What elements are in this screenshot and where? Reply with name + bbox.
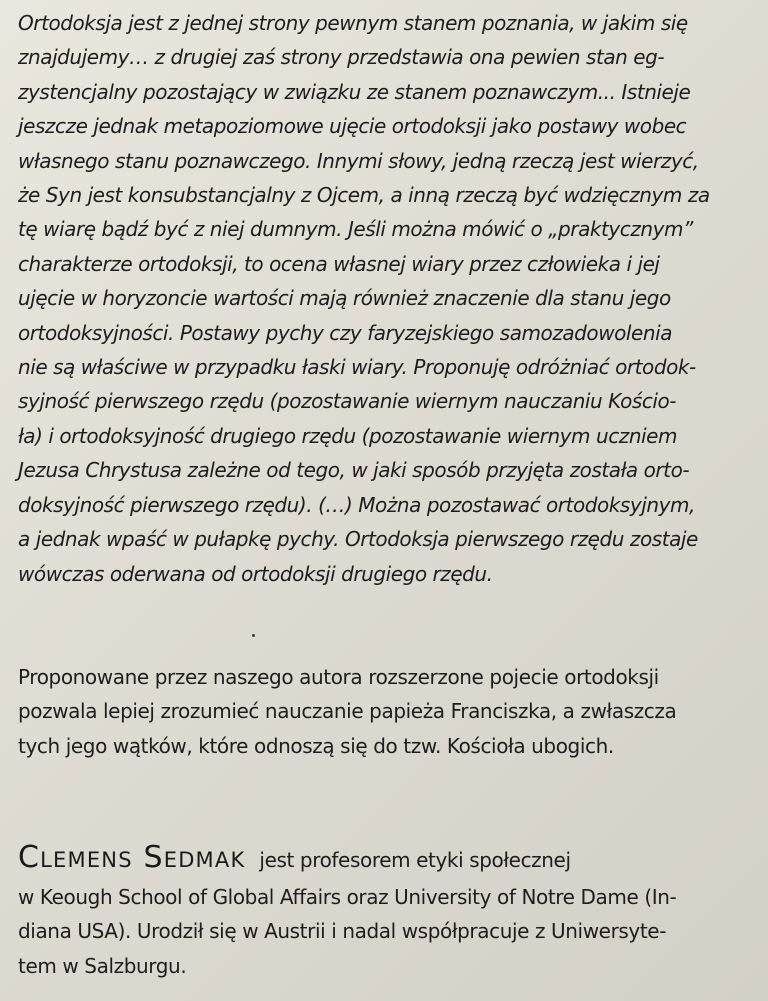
author-name: Clemens Sedmak — [18, 840, 246, 875]
quote-line: wówczas oderwana od ortodoksji drugiego rzędu. — [18, 561, 493, 586]
paragraph-line: Proponowane przez naszego autora rozszerzone pojecie ortodoksji — [18, 665, 659, 689]
page — [18, 6, 748, 978]
paragraph-line: tych jego wątków, które odnoszą się do tzw. Kościoła ubogich. — [18, 733, 614, 758]
quote-line: ortodoksyjności. Postawy pychy czy faryzejskiego samozadowolenia — [18, 320, 673, 345]
quote-line: że Syn jest konsubstancjalny z Ojcem, a inną rzeczą być wdzięcznym za — [18, 183, 710, 208]
quote-line: charakterze ortodoksji, to ocena własnej wiary przez człowieka i jej — [18, 251, 660, 276]
bio-first-line — [18, 838, 676, 880]
bio-first-line-text: jest profesorem etyki społecznej — [259, 848, 571, 872]
quote-line: a jednak wpaść w pułapkę pychy. Ortodoksja pierwszego rzędu zostaje — [18, 527, 698, 552]
quote-line: doksyjność pierwszego rzędu). (…) Można pozostawać ortodoksyjnym, — [18, 492, 695, 517]
quote-line: Ortodoksja jest z jednej strony pewnym stanem poznania, w jakim się — [18, 11, 688, 35]
bio-line: diana USA). Urodził się w Austrii i nadal współpracuje z Uniwersyte- — [18, 919, 667, 944]
bio-line: tem w Salzburgu. — [18, 953, 187, 978]
quote-line: tę wiarę bądź być z niej dumnym. Jeśli można mówić o „praktycznym” — [18, 217, 693, 242]
quote-line: znajdujemy… z drugiej zaś strony przedstawia ona pewien stan eg- — [18, 45, 665, 70]
quote-line: Jezusa Chrystusa zależne od tego, w jaki sposób przyjęta została orto- — [18, 458, 690, 483]
body-paragraph — [18, 660, 676, 763]
paragraph-line: pozwala lepiej zrozumieć nauczanie papieża Franciszka, a zwłaszcza — [18, 699, 677, 724]
quote-line: zystencjalny pozostający w związku ze stanem poznawczym... Istnieje — [18, 79, 691, 104]
quote-block — [18, 6, 748, 591]
quote-line: nie są właściwe w przypadku łaski wiary. Proponuję odróżniać ortodok- — [18, 355, 696, 380]
stray-dot — [252, 634, 255, 637]
author-bio — [18, 838, 676, 983]
quote-line: ujęcie w horyzoncie wartości mają również znaczenie dla stanu jego — [18, 286, 671, 311]
bio-line: w Keough School of Global Affairs oraz University of Notre Dame (In- — [18, 885, 677, 909]
quote-line: ła) i ortodoksyjność drugiego rzędu (pozostawanie wiernym uczniem — [18, 423, 678, 448]
quote-line: syjność pierwszego rzędu (pozostawanie wiernym nauczaniu Kościo- — [18, 389, 677, 414]
quote-line: jeszcze jednak metapoziomowe ujęcie ortodoksji jako postawy wobec — [18, 114, 687, 139]
quote-line: własnego stanu poznawczego. Innymi słowy, jedną rzeczą jest wierzyć, — [18, 148, 699, 173]
